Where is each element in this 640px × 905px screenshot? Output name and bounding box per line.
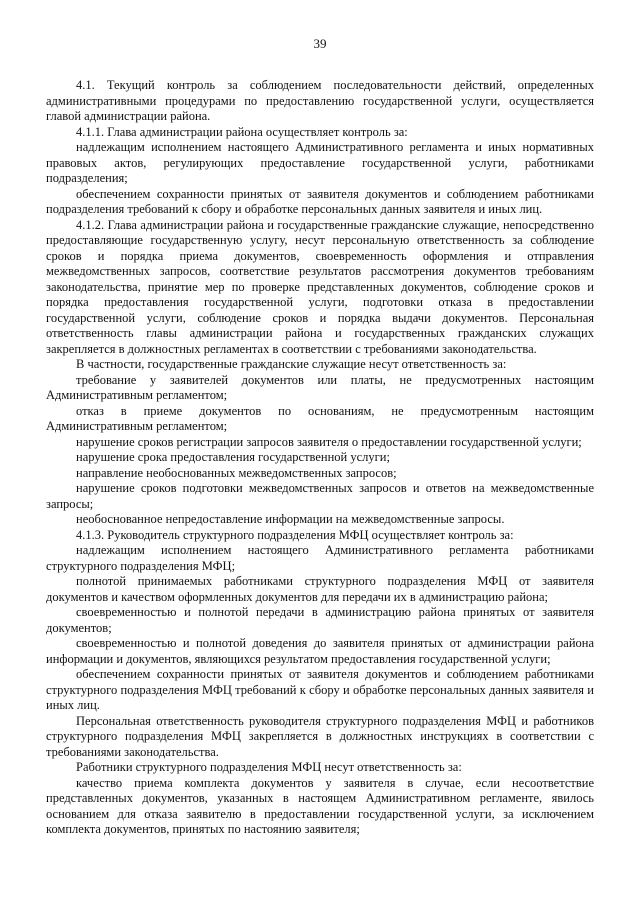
paragraph: нарушение срока предоставления государственной услуги; — [76, 450, 390, 464]
paragraph: направление необоснованных межведомственных запросов; — [76, 465, 397, 480]
paragraph: необоснованное непредоставление информации на межведомственные запросы. — [76, 512, 505, 526]
paragraph: надлежащим исполнением настоящего Административного регламента и иных нормативных правовых актов, регулирующих предоставление государственной услуги, работниками подразделения; — [46, 140, 594, 185]
paragraph: В частности, государственные гражданские служащие несут ответственность за: — [76, 357, 507, 371]
paragraph: 4.1.3. Руководитель структурного подразделения МФЦ осуществляет контроль за: — [76, 527, 514, 542]
paragraph: отказ в приеме документов по основаниям, не предусмотренным настоящим Административным регламентом; — [46, 403, 594, 433]
paragraph: обеспечением сохранности принятых от заявителя документов и соблюдением работниками структурного подразделения МФЦ требований к сбору и обработке персональных данных заявителя и иных лиц. — [46, 667, 594, 712]
paragraph: Работники структурного подразделения МФЦ несут ответственность за: — [76, 760, 462, 774]
paragraph: 4.1. Текущий контроль за соблюдением последовательности действий, определенных административными процедурами по предоставлению государственной услуги, осуществляется главой администрации района. — [46, 78, 594, 123]
paragraph: своевременностью и полнотой доведения до заявителя принятых от администрации района информации и документов, являющихся результатом предоставления государственной услуги; — [46, 636, 594, 666]
paragraph: обеспечением сохранности принятых от заявителя документов и соблюдением работниками подразделения требований к сбору и обработке персональных данных заявителя и иных лиц. — [46, 186, 594, 216]
paragraph: полнотой принимаемых работниками структурного подразделения МФЦ от заявителя документов и качеством оформленных документов для передачи их в администрацию района; — [46, 574, 594, 604]
paragraph: нарушение сроков регистрации запросов заявителя о предоставлении государственной услуги; — [76, 434, 582, 449]
paragraph: 4.1.1. Глава администрации района осуществляет контроль за: — [76, 124, 408, 139]
paragraph: Персональная ответственность руководителя структурного подразделения МФЦ и работников структурного подразделения МФЦ закрепляется в должностных инструкциях в соответствии с требованиями законодательства. — [46, 713, 594, 759]
paragraph: требование у заявителей документов или платы, не предусмотренных настоящим Административным регламентом; — [46, 372, 594, 402]
paragraph: 4.1.2. Глава администрации района и государственные гражданские служащие, непосредственно предоставляющие государственную услугу, несут персональную ответственность за соблюдение сроков и порядка приема документов, своевременность оформления и отправления межведомственных запросов, соответствие результатов рассмотрения документов требованиям законодательства, принятие мер по проверке представленных документов, соблюдение сроков и порядка предоставления государственной услуги, подготовки отказа в предоставлении государственной услуги, соблюдение сроков и порядка выдачи документов. Персональная ответственность главы администрации района и государственных гражданских служащих закрепляется в должностных регламентах в соответствии с требованиями законодательства. — [46, 217, 594, 356]
document-body — [46, 78, 594, 838]
paragraph: своевременностью и полнотой передачи в администрацию района принятых от заявителя документов; — [46, 605, 594, 635]
paragraph: нарушение сроков подготовки межведомственных запросов и ответов на межведомственные запросы; — [46, 481, 594, 511]
page-number: 39 — [313, 36, 327, 51]
paragraph: надлежащим исполнением настоящего Административного регламента работниками структурного подразделения МФЦ; — [46, 543, 594, 573]
paragraph: качество приема комплекта документов у заявителя в случае, если несоответствие представленных документов, указанных в настоящем Административном регламенте, явилось основанием для отказа заявителю в предоставлении государственной услуги, за исключением комплекта документов, принятых по настоянию заявителя; — [46, 775, 594, 836]
